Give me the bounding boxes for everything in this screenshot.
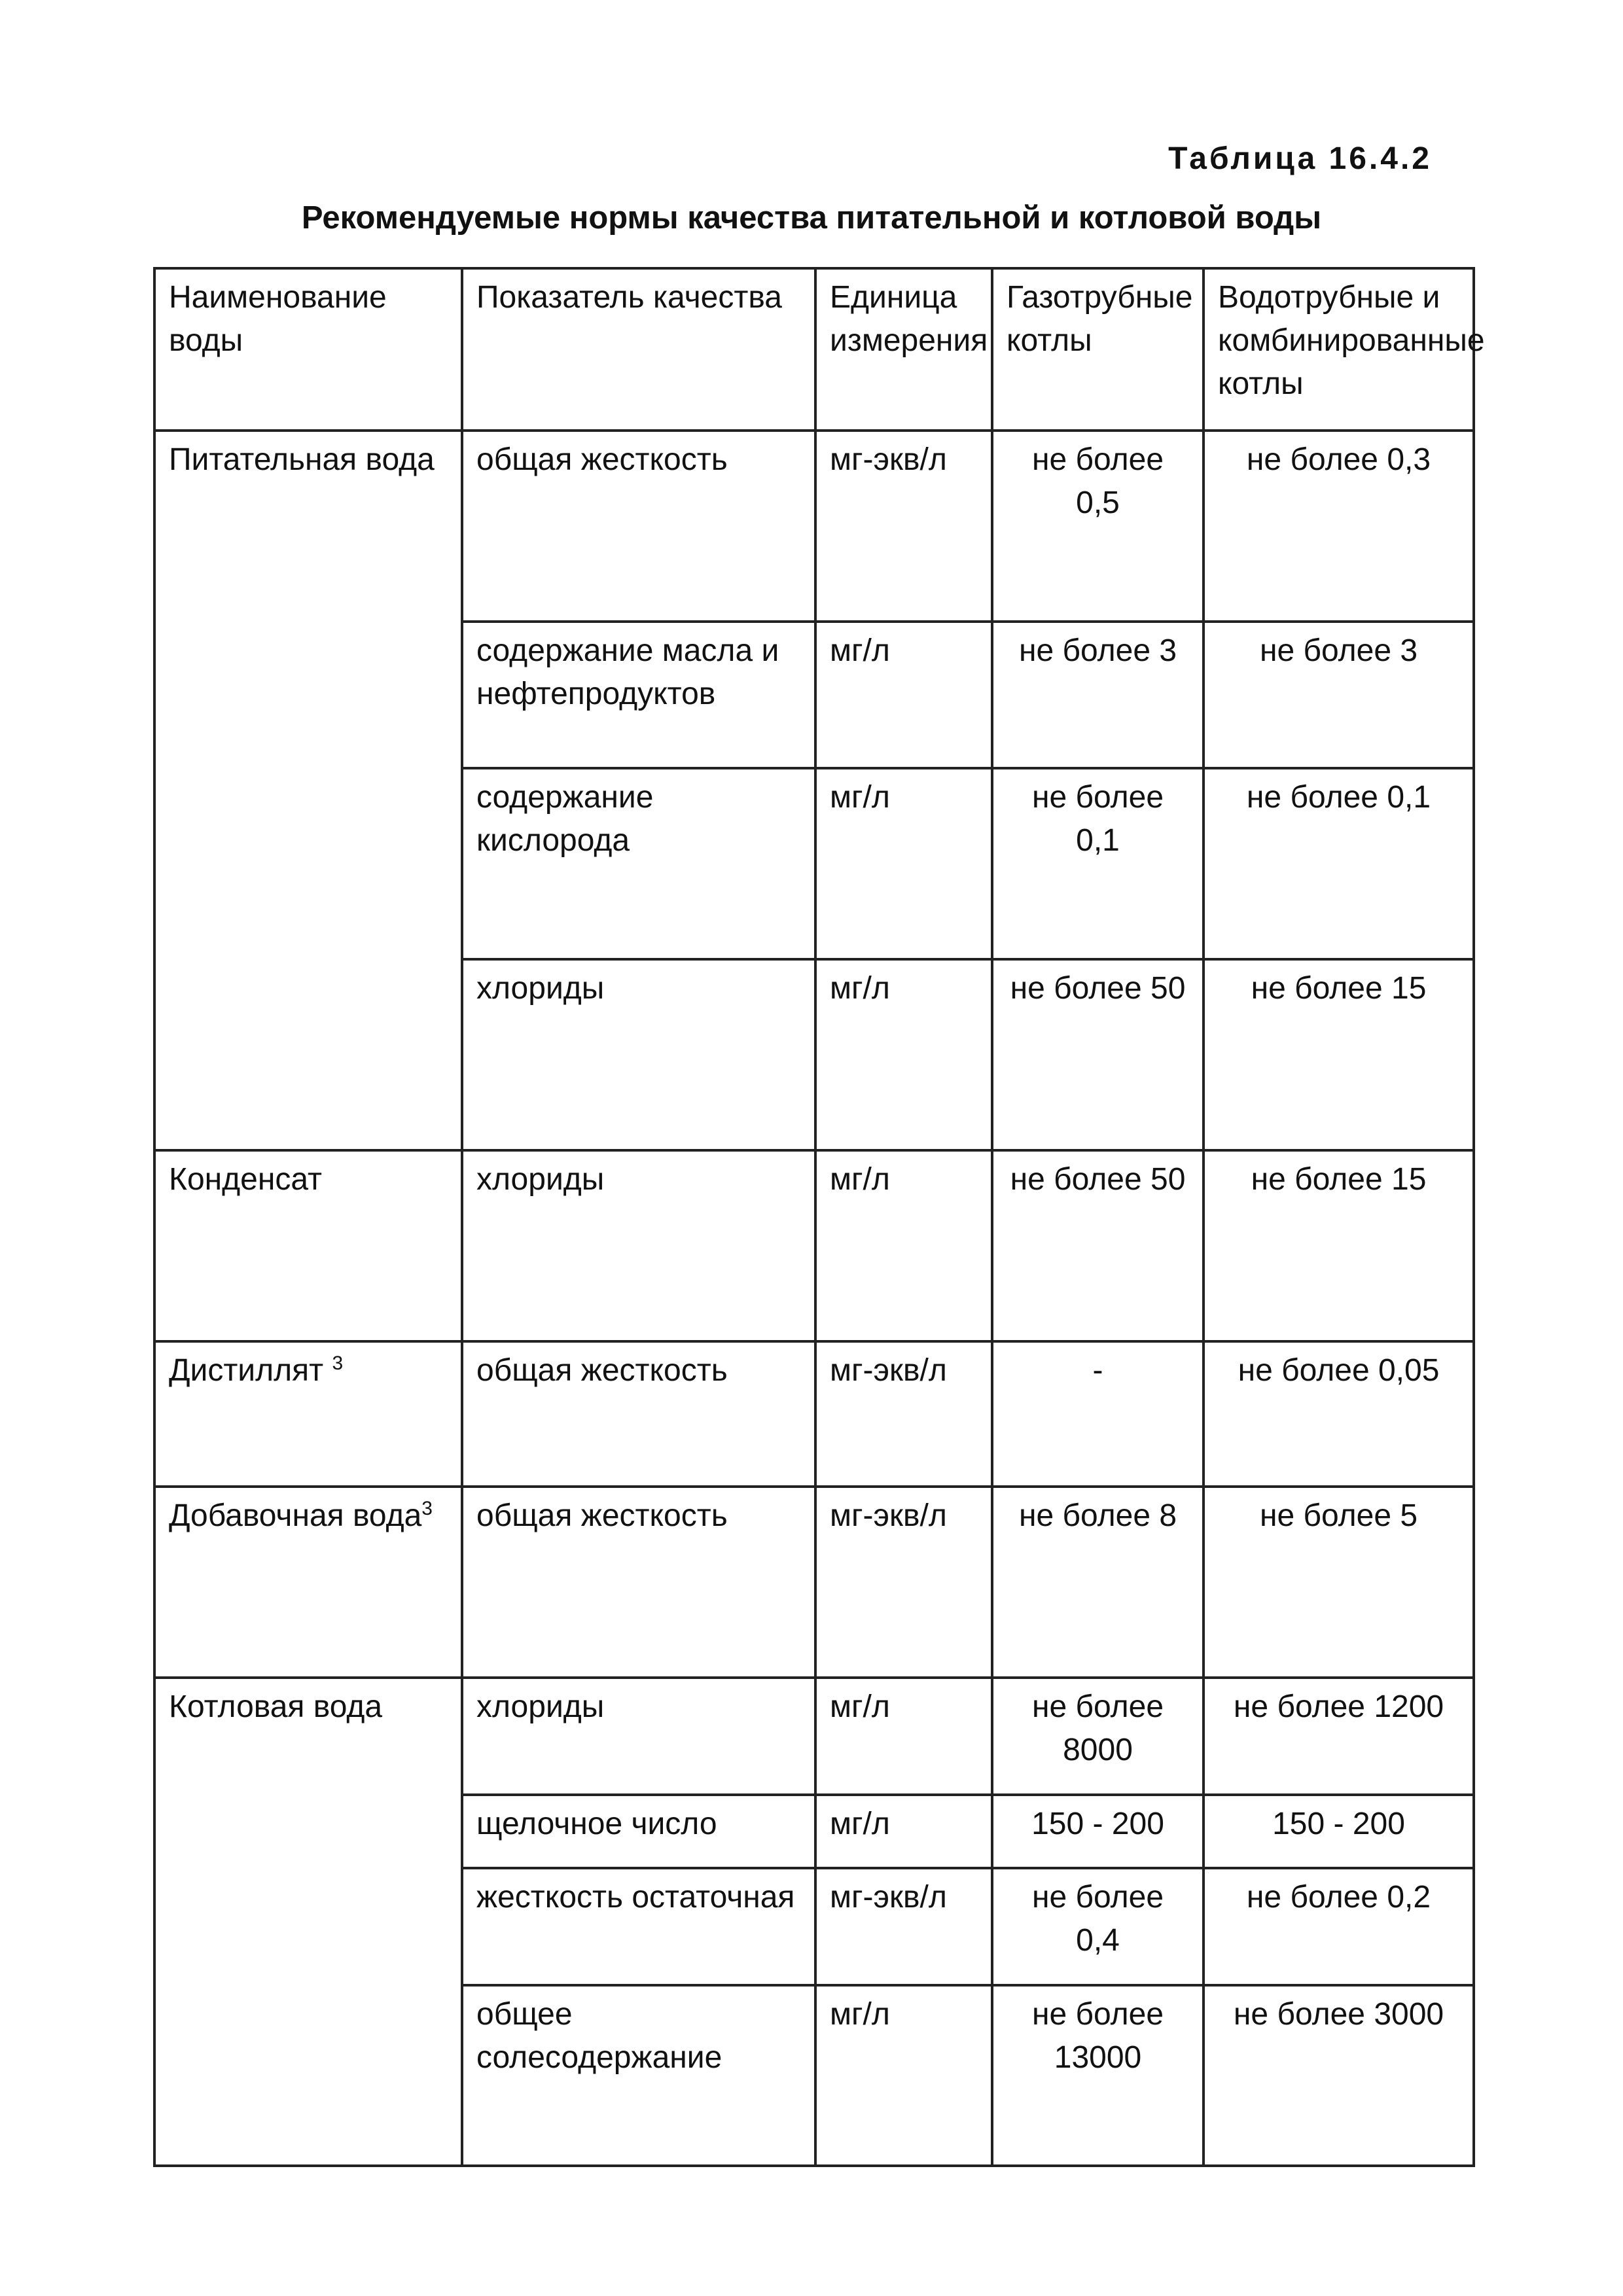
fire-tube-cell: не более 0,4 xyxy=(992,1868,1204,1985)
indicator-cell: общая жесткость xyxy=(462,1487,815,1678)
water-cell-feed: Питательная вода xyxy=(154,431,462,1150)
water-tube-cell: не более 15 xyxy=(1204,1150,1474,1341)
water-tube-cell: не более 0,1 xyxy=(1204,768,1474,959)
water-cell-makeup xyxy=(154,1487,462,1678)
fire-tube-cell: - xyxy=(992,1341,1204,1487)
header-quality-indicator: Показатель качества xyxy=(462,268,815,431)
indicator-cell: щелочное число xyxy=(462,1795,815,1868)
unit-cell: мг-экв/л xyxy=(815,431,992,622)
water-tube-cell: не более 3 xyxy=(1204,622,1474,768)
unit-cell: мг-экв/л xyxy=(815,1341,992,1487)
fire-tube-cell: не более 8 xyxy=(992,1487,1204,1678)
water-tube-cell: не более 0,2 xyxy=(1204,1868,1474,1985)
table-row xyxy=(154,1487,1474,1678)
fire-tube-cell: не более 3 xyxy=(992,622,1204,768)
table-header-row xyxy=(154,268,1474,431)
unit-cell: мг/л xyxy=(815,768,992,959)
unit-cell: мг/л xyxy=(815,1795,992,1868)
header-water-name: Наименование воды xyxy=(154,268,462,431)
indicator-cell: общая жесткость xyxy=(462,431,815,622)
footnote-marker: 3 xyxy=(332,1352,344,1374)
unit-cell: мг/л xyxy=(815,1150,992,1341)
water-cell-distillate xyxy=(154,1341,462,1487)
water-tube-cell: 150 - 200 xyxy=(1204,1795,1474,1868)
fire-tube-cell: не более 0,1 xyxy=(992,768,1204,959)
water-tube-cell: не более 0,3 xyxy=(1204,431,1474,622)
fire-tube-cell: 150 - 200 xyxy=(992,1795,1204,1868)
water-quality-table xyxy=(153,267,1485,2167)
table-row xyxy=(154,431,1474,622)
indicator-cell: жесткость остаточная xyxy=(462,1868,815,1985)
indicator-cell: хлориды xyxy=(462,959,815,1150)
fire-tube-cell: не более 50 xyxy=(992,959,1204,1150)
footnote-marker: 3 xyxy=(421,1498,433,1519)
table-row xyxy=(154,1678,1474,1795)
water-name-text: Добавочная вода xyxy=(169,1498,422,1533)
unit-cell: мг/л xyxy=(815,622,992,768)
table-number: Таблица 16.4.2 xyxy=(1168,141,1432,176)
indicator-cell: общая жесткость xyxy=(462,1341,815,1487)
indicator-cell: хлориды xyxy=(462,1678,815,1795)
table-title: Рекомендуемые нормы качества питательной и котловой воды xyxy=(301,200,1322,236)
unit-cell: мг-экв/л xyxy=(815,1868,992,1985)
header-fire-tube: Газотрубные котлы xyxy=(992,268,1204,431)
indicator-cell: содержание кислорода xyxy=(462,768,815,959)
header-unit: Единица измерения xyxy=(815,268,992,431)
header-water-tube: Водотрубные и комбинированные котлы xyxy=(1204,268,1474,431)
indicator-cell: хлориды xyxy=(462,1150,815,1341)
water-name-text: Дистиллят xyxy=(169,1353,324,1388)
unit-cell: мг/л xyxy=(815,1985,992,2166)
water-cell-boiler: Котловая вода xyxy=(154,1678,462,2166)
fire-tube-cell: не более 0,5 xyxy=(992,431,1204,622)
fire-tube-cell: не более 50 xyxy=(992,1150,1204,1341)
indicator-cell: общее солесодержание xyxy=(462,1985,815,2166)
water-cell-condensate: Конденсат xyxy=(154,1150,462,1341)
water-tube-cell: не более 15 xyxy=(1204,959,1474,1150)
unit-cell: мг/л xyxy=(815,1678,992,1795)
fire-tube-cell: не более 8000 xyxy=(992,1678,1204,1795)
water-tube-cell: не более 0,05 xyxy=(1204,1341,1474,1487)
unit-cell: мг/л xyxy=(815,959,992,1150)
water-tube-cell: не более 3000 xyxy=(1204,1985,1474,2166)
table-row xyxy=(154,1341,1474,1487)
indicator-cell: содержание масла и нефтепродуктов xyxy=(462,622,815,768)
fire-tube-cell: не более 13000 xyxy=(992,1985,1204,2166)
table-row xyxy=(154,1150,1474,1341)
unit-cell: мг-экв/л xyxy=(815,1487,992,1678)
water-tube-cell: не более 5 xyxy=(1204,1487,1474,1678)
water-tube-cell: не более 1200 xyxy=(1204,1678,1474,1795)
